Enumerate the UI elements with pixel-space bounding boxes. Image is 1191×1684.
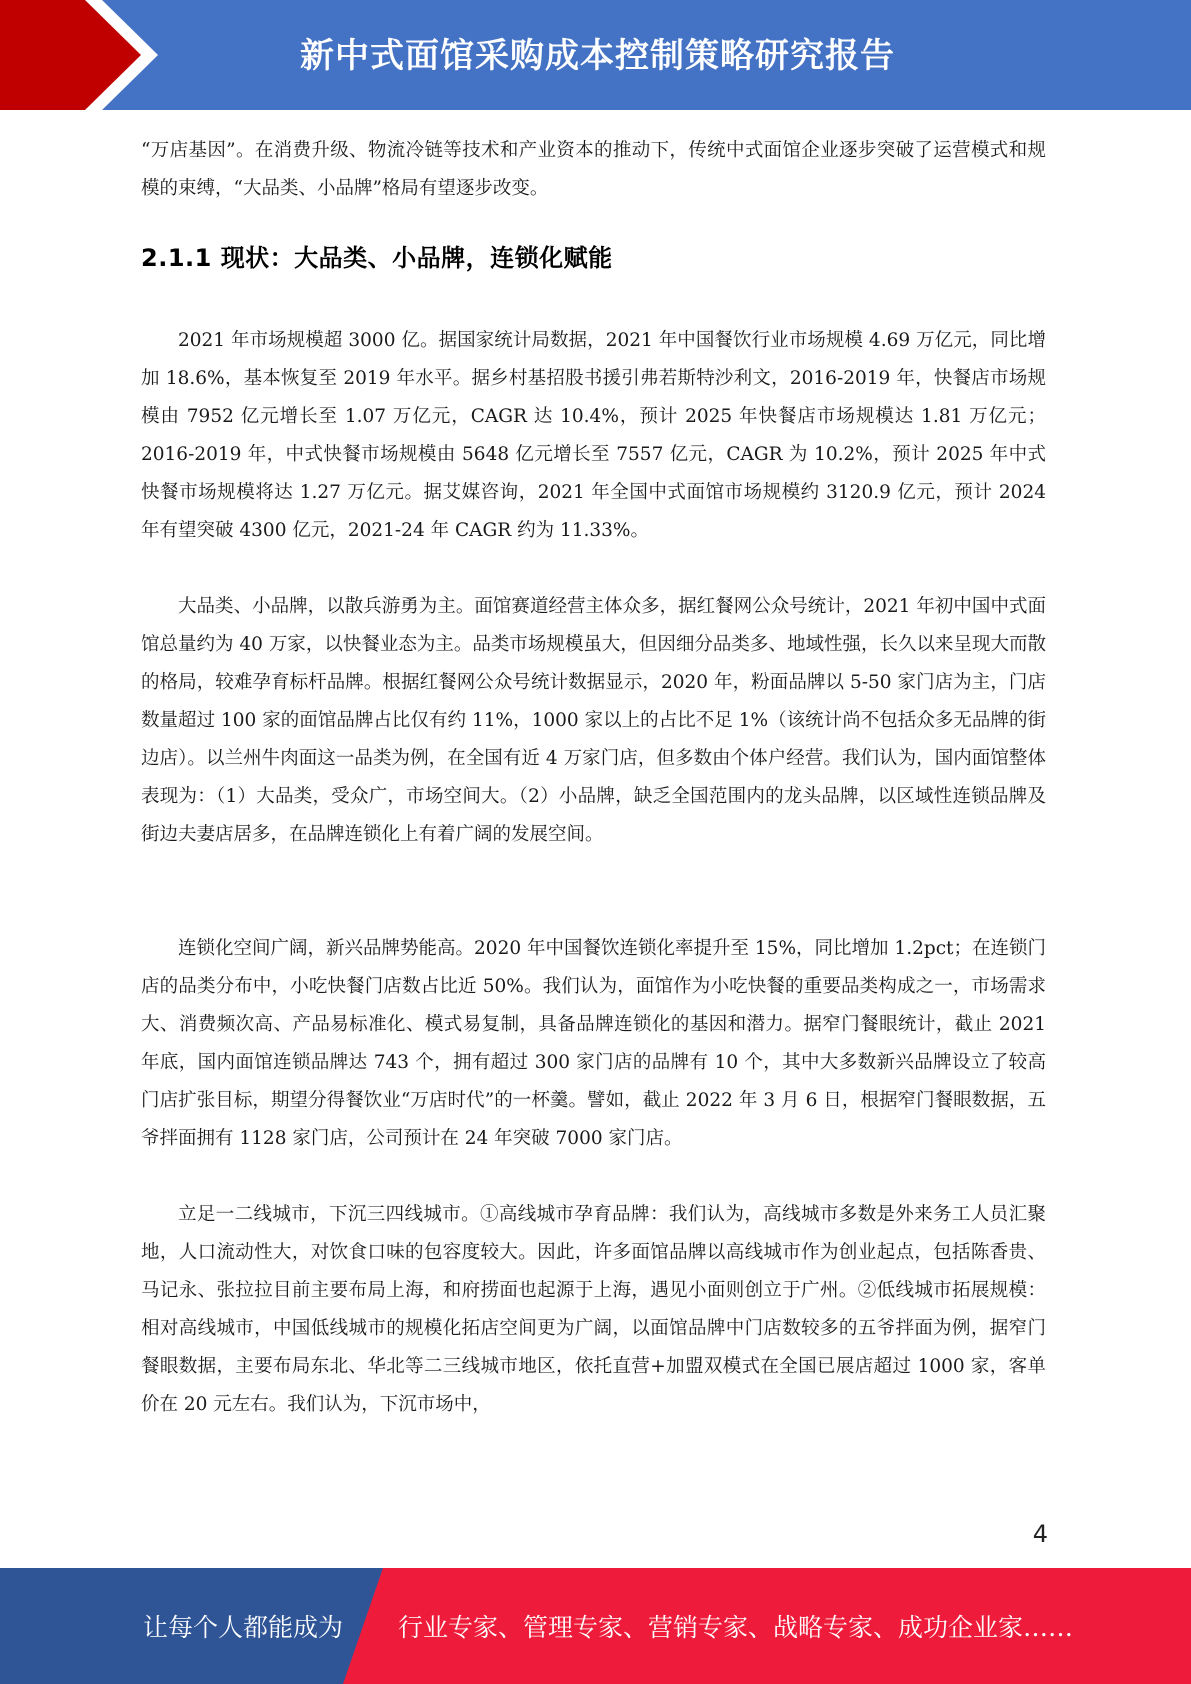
paragraph-city-tiers: 立足一二线城市，下沉三四线城市。①高线城市孕育品牌：我们认为，高线城市多数是外来务工人员汇聚地，人口流动性大，对饮食口味的包容度较大。因此，许多面馆品牌以高线城市作为创业起点，包括陈香贵、马记永、张拉拉目前主要布局上海，和府捞面也起源于上海，遇见小面则创立于广州。②低线城市拓展规模：相对高线城市，中国低线城市的规模化拓店空间更为广阔，以面馆品牌中门店数较多的五爷拌面为例，据窄门餐眼数据，主要布局东北、华北等二三线城市地区，依托直营+加盟双模式在全国已展店超过 1000 家，客单价在 20 元左右。我们认为，下沉市场中，: [141, 1204, 1046, 1415]
footer-slogan-left: 让每个人都能成为: [143, 1613, 344, 1642]
document-title: 新中式面馆采购成本控制策略研究报告: [300, 36, 895, 76]
page-footer: [0, 1568, 1191, 1684]
paragraph-big-category-small-brand: 大品类、小品牌，以散兵游勇为主。面馆赛道经营主体众多，据红餐网公众号统计，2021 年初中国中式面馆总量约为 40 万家，以快餐业态为主。品类市场规模虽大，但因细分品类多、地域性强，长久以来呈现大而散的格局，较难孕育标杆品牌。根据红餐网公众号统计数据显示，2020 年，粉面品牌以 5-50 家门店为主，门店数量超过 100 家的面馆品牌占比仅有约 11%，1000 家以上的占比不足 1%（该统计尚不包括众多无品牌的街边店）。以兰州牛肉面这一品类为例，在全国有近 4 万家门店，但多数由个体户经营。我们认为，国内面馆整体表现为：（1）大品类，受众广，市场空间大。（2）小品牌，缺乏全国范围内的龙头品牌，以区域性连锁品牌及街边夫妻店居多，在品牌连锁化上有着广阔的发展空间。: [141, 596, 1046, 845]
header-arrow-decoration: [0, 0, 300, 110]
paragraph-market-size: 2021 年市场规模超 3000 亿。据国家统计局数据，2021 年中国餐饮行业市场规模 4.69 万亿元，同比增加 18.6%，基本恢复至 2019 年水平。据乡村基招股书援引弗若斯特沙利文，2016-2019 年，快餐店市场规模由 7952 亿元增长至 1.07 万亿元，CAGR 达 10.4%，预计 2025 年快餐店市场规模达 1.81 万亿元；2016-2019 年，中式快餐市场规模由 5648 亿元增长至 7557 亿元，CAGR 为 10.2%，预计 2025 年中式快餐市场规模将达 1.27 万亿元。据艾媒咨询，2021 年全国中式面馆市场规模约 3120.9 亿元，预计 2024 年有望突破 4300 亿元，2021-24 年 CAGR 约为 11.33%。: [141, 330, 1046, 541]
page-number: 4: [1032, 1520, 1048, 1548]
paragraph-chain-space: 连锁化空间广阔，新兴品牌势能高。2020 年中国餐饮连锁化率提升至 15%，同比增加 1.2pct；在连锁门店的品类分布中，小吃快餐门店数占比近 50%。我们认为，面馆作为小吃快餐的重要品类构成之一，市场需求大、消费频次高、产品易标准化、模式易复制，具备品牌连锁化的基因和潜力。据窄门餐眼统计，截止 2021 年底，国内面馆连锁品牌达 743 个，拥有超过 300 家门店的品牌有 10 个，其中大多数新兴品牌设立了较高门店扩张目标，期望分得餐饮业“万店时代”的一杯羹。譬如，截止 2022 年 3 月 6 日，根据窄门餐眼数据，五爷拌面拥有 1128 家门店，公司预计在 24 年突破 7000 家门店。: [141, 938, 1046, 1149]
intro-continuation-paragraph: “万店基因”。在消费升级、物流冷链等技术和产业资本的推动下，传统中式面馆企业逐步突破了运营模式和规模的束缚，“大品类、小品牌”格局有望逐步改变。: [141, 140, 1046, 199]
page-header: [0, 0, 1191, 110]
section-heading: 2.1.1 现状：大品类、小品牌，连锁化赋能: [141, 244, 613, 272]
footer-slogan-right: 行业专家、管理专家、营销专家、战略专家、成功企业家……: [398, 1613, 1074, 1642]
page-content: [141, 132, 1046, 1424]
